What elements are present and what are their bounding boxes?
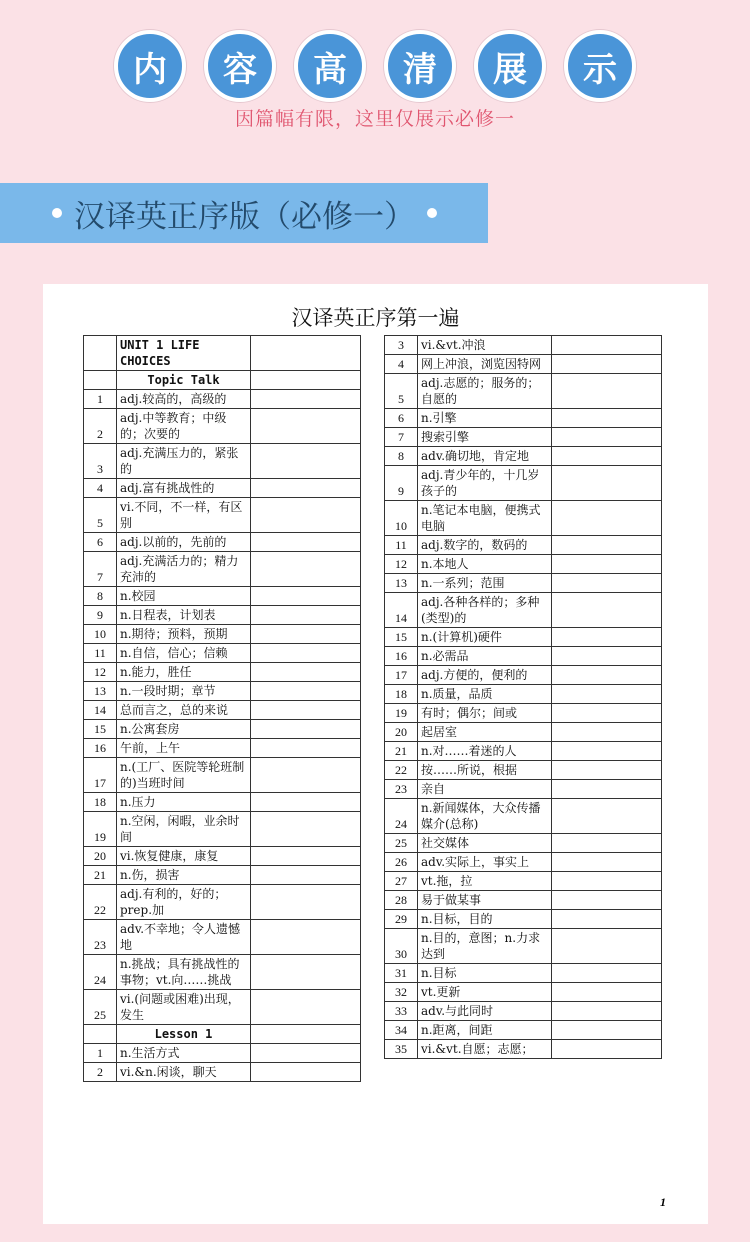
answer-blank[interactable]: [552, 466, 662, 501]
answer-blank[interactable]: [251, 793, 361, 812]
row-number: 29: [385, 910, 418, 929]
section-banner: [0, 183, 488, 243]
answer-blank[interactable]: [552, 355, 662, 374]
answer-blank[interactable]: [552, 929, 662, 964]
row-number: 15: [385, 628, 418, 647]
answer-blank[interactable]: [552, 336, 662, 355]
answer-blank[interactable]: [251, 409, 361, 444]
answer-blank[interactable]: [251, 739, 361, 758]
table-row: [84, 663, 361, 682]
table-row: [84, 409, 361, 444]
answer-blank[interactable]: [552, 1040, 662, 1059]
row-number: 11: [84, 644, 117, 663]
answer-blank[interactable]: [251, 812, 361, 847]
row-number: 6: [84, 533, 117, 552]
table-row: [84, 739, 361, 758]
row-number: 24: [84, 955, 117, 990]
answer-blank[interactable]: [552, 964, 662, 983]
chinese-meaning: adv.实际上，事实上: [418, 853, 552, 872]
table-row: [385, 761, 662, 780]
row-number: 16: [84, 739, 117, 758]
chinese-meaning: adv.确切地，肯定地: [418, 447, 552, 466]
answer-blank[interactable]: [552, 704, 662, 723]
chinese-meaning: n.能力，胜任: [117, 663, 251, 682]
table-row: [385, 555, 662, 574]
answer-blank[interactable]: [251, 587, 361, 606]
chinese-meaning: adv.不幸地；令人遗憾地: [117, 920, 251, 955]
chinese-meaning: n.新闻媒体，大众传播媒介(总称): [418, 799, 552, 834]
row-number: 22: [84, 885, 117, 920]
row-number: 4: [385, 355, 418, 374]
table-row: [385, 428, 662, 447]
answer-blank[interactable]: [251, 885, 361, 920]
row-number: 16: [385, 647, 418, 666]
chinese-meaning: adj.数字的，数码的: [418, 536, 552, 555]
answer-blank[interactable]: [251, 479, 361, 498]
chinese-meaning: n.目的，意图；n.力求达到: [418, 929, 552, 964]
row-number: 25: [385, 834, 418, 853]
row-number: 15: [84, 720, 117, 739]
table-row: [84, 920, 361, 955]
table-row: [385, 799, 662, 834]
answer-blank[interactable]: [552, 742, 662, 761]
row-number: 2: [84, 409, 117, 444]
table-row: [84, 625, 361, 644]
table-row: [385, 501, 662, 536]
table-row: [385, 466, 662, 501]
answer-blank[interactable]: [251, 866, 361, 885]
vocab-table-right: [384, 335, 662, 1059]
table-row: [84, 552, 361, 587]
row-number: 6: [385, 409, 418, 428]
chinese-meaning: adj.充满压力的，紧张的: [117, 444, 251, 479]
table-row: [84, 990, 361, 1025]
table-row: [84, 682, 361, 701]
row-number: 1: [84, 1044, 117, 1063]
answer-blank[interactable]: [251, 336, 361, 371]
bullet-dot-icon: [427, 208, 437, 218]
answer-blank[interactable]: [552, 761, 662, 780]
subtitle: 因篇幅有限，这里仅展示必修一: [234, 108, 515, 130]
answer-blank[interactable]: [552, 834, 662, 853]
chinese-meaning: vt.拖，拉: [418, 872, 552, 891]
row-number: [84, 1025, 117, 1044]
table-row: [84, 606, 361, 625]
answer-blank[interactable]: [251, 720, 361, 739]
chinese-meaning: adj.有利的，好的；prep.加: [117, 885, 251, 920]
answer-blank[interactable]: [251, 1044, 361, 1063]
table-row: [385, 780, 662, 799]
row-number: 35: [385, 1040, 418, 1059]
row-number: 23: [385, 780, 418, 799]
answer-blank[interactable]: [251, 955, 361, 990]
chinese-meaning: 网上冲浪，浏览因特网: [418, 355, 552, 374]
chinese-meaning: adj.充满活力的；精力充沛的: [117, 552, 251, 587]
table-row: [84, 955, 361, 990]
chinese-meaning: adv.与此同时: [418, 1002, 552, 1021]
title-circle: 示: [564, 30, 636, 102]
chinese-meaning: n.空闲，闲暇，业余时间: [117, 812, 251, 847]
chinese-meaning: n.目标: [418, 964, 552, 983]
table-row: [385, 742, 662, 761]
title-circle: 内: [114, 30, 186, 102]
answer-blank[interactable]: [251, 1063, 361, 1082]
table-row: [84, 390, 361, 409]
row-number: 19: [84, 812, 117, 847]
row-number: 27: [385, 872, 418, 891]
row-number: 8: [84, 587, 117, 606]
table-row: [385, 872, 662, 891]
row-number: 10: [84, 625, 117, 644]
table-row: [385, 355, 662, 374]
chinese-meaning: adj.青少年的，十几岁孩子的: [418, 466, 552, 501]
chinese-meaning: adj.各种各样的；多种(类型)的: [418, 593, 552, 628]
chinese-meaning: n.引擎: [418, 409, 552, 428]
table-row: [385, 1021, 662, 1040]
row-number: 8: [385, 447, 418, 466]
answer-blank[interactable]: [552, 799, 662, 834]
table-row: [385, 929, 662, 964]
chinese-meaning: vi.恢复健康，康复: [117, 847, 251, 866]
table-row: [84, 587, 361, 606]
chinese-meaning: vi.&n.闲谈，聊天: [117, 1063, 251, 1082]
answer-blank[interactable]: [251, 552, 361, 587]
vocab-table-left: [83, 335, 361, 1082]
table-row: [385, 1040, 662, 1059]
answer-blank[interactable]: [552, 409, 662, 428]
row-number: 11: [385, 536, 418, 555]
chinese-meaning: vi.&vt.自愿；志愿；: [418, 1040, 552, 1059]
answer-blank[interactable]: [251, 498, 361, 533]
answer-blank[interactable]: [552, 685, 662, 704]
chinese-meaning: vi.(问题或困难)出现，发生: [117, 990, 251, 1025]
row-number: 17: [385, 666, 418, 685]
table-row: [385, 536, 662, 555]
chinese-meaning: adj.富有挑战性的: [117, 479, 251, 498]
section-header-row: [84, 336, 361, 371]
chinese-meaning: n.(计算机)硬件: [418, 628, 552, 647]
table-row: [385, 964, 662, 983]
row-number: 12: [84, 663, 117, 682]
chinese-meaning: n.必需品: [418, 647, 552, 666]
table-row: [385, 891, 662, 910]
chinese-meaning: adj.以前的，先前的: [117, 533, 251, 552]
chinese-meaning: n.公寓套房: [117, 720, 251, 739]
chinese-meaning: n.对……着迷的人: [418, 742, 552, 761]
chinese-meaning: n.一段时期；章节: [117, 682, 251, 701]
row-number: 20: [84, 847, 117, 866]
row-number: 9: [385, 466, 418, 501]
title-circle: 高: [294, 30, 366, 102]
row-number: 21: [385, 742, 418, 761]
answer-blank[interactable]: [552, 780, 662, 799]
answer-blank[interactable]: [552, 1021, 662, 1040]
chinese-meaning: n.质量，品质: [418, 685, 552, 704]
row-number: 1: [84, 390, 117, 409]
table-row: [385, 336, 662, 355]
chinese-meaning: n.生活方式: [117, 1044, 251, 1063]
row-number: 10: [385, 501, 418, 536]
answer-blank[interactable]: [251, 663, 361, 682]
table-row: [385, 685, 662, 704]
answer-blank[interactable]: [251, 625, 361, 644]
chinese-meaning: n.本地人: [418, 555, 552, 574]
chinese-meaning: n.期待；预料，预期: [117, 625, 251, 644]
answer-blank[interactable]: [552, 666, 662, 685]
chinese-meaning: n.距离，间距: [418, 1021, 552, 1040]
answer-blank[interactable]: [251, 606, 361, 625]
answer-blank[interactable]: [251, 371, 361, 390]
title-circle: 清: [384, 30, 456, 102]
answer-blank[interactable]: [552, 555, 662, 574]
chinese-meaning: n.压力: [117, 793, 251, 812]
chinese-meaning: n.挑战；具有挑战性的事物；vt.向……挑战: [117, 955, 251, 990]
answer-blank[interactable]: [251, 444, 361, 479]
chinese-meaning: 亲自: [418, 780, 552, 799]
row-number: [84, 371, 117, 390]
answer-blank[interactable]: [251, 644, 361, 663]
table-row: [385, 723, 662, 742]
row-number: 14: [84, 701, 117, 720]
row-number: 5: [385, 374, 418, 409]
title-circles: [0, 30, 750, 102]
answer-blank[interactable]: [552, 872, 662, 891]
row-number: 4: [84, 479, 117, 498]
chinese-meaning: n.自信，信心；信赖: [117, 644, 251, 663]
table-row: [385, 628, 662, 647]
row-number: 30: [385, 929, 418, 964]
table-row: [385, 853, 662, 872]
chinese-meaning: 社交媒体: [418, 834, 552, 853]
row-number: 17: [84, 758, 117, 793]
chinese-meaning: 按……所说，根据: [418, 761, 552, 780]
chinese-meaning: 起居室: [418, 723, 552, 742]
row-number: 14: [385, 593, 418, 628]
table-row: [84, 847, 361, 866]
answer-blank[interactable]: [552, 853, 662, 872]
title-circle: 展: [474, 30, 546, 102]
table-row: [385, 447, 662, 466]
chinese-meaning: n.目标，目的: [418, 910, 552, 929]
row-number: 18: [385, 685, 418, 704]
chinese-meaning: adj.方便的，便利的: [418, 666, 552, 685]
table-row: [385, 910, 662, 929]
table-row: [385, 983, 662, 1002]
chinese-meaning: vt.更新: [418, 983, 552, 1002]
table-row: [84, 885, 361, 920]
row-number: 12: [385, 555, 418, 574]
table-row: [84, 498, 361, 533]
row-number: 33: [385, 1002, 418, 1021]
table-row: [385, 1002, 662, 1021]
row-number: 32: [385, 983, 418, 1002]
row-number: [84, 336, 117, 371]
row-number: 2: [84, 1063, 117, 1082]
row-number: 26: [385, 853, 418, 872]
chinese-meaning: n.校园: [117, 587, 251, 606]
section-header: UNIT 1 LIFE CHOICES: [117, 336, 251, 371]
answer-blank[interactable]: [552, 374, 662, 409]
answer-blank[interactable]: [552, 447, 662, 466]
answer-blank[interactable]: [251, 990, 361, 1025]
answer-blank[interactable]: [251, 920, 361, 955]
answer-blank[interactable]: [251, 1025, 361, 1044]
answer-blank[interactable]: [251, 847, 361, 866]
row-number: 23: [84, 920, 117, 955]
chinese-meaning: 午前，上午: [117, 739, 251, 758]
page-number: 1: [660, 1195, 666, 1209]
table-row: [84, 758, 361, 793]
row-number: 13: [84, 682, 117, 701]
answer-blank[interactable]: [552, 593, 662, 628]
table-row: [385, 374, 662, 409]
table-row: [385, 593, 662, 628]
row-number: 9: [84, 606, 117, 625]
row-number: 21: [84, 866, 117, 885]
row-number: 19: [385, 704, 418, 723]
table-row: [84, 479, 361, 498]
table-row: [84, 793, 361, 812]
answer-blank[interactable]: [552, 574, 662, 593]
row-number: 22: [385, 761, 418, 780]
chinese-meaning: 总而言之，总的来说: [117, 701, 251, 720]
section-header-row: [84, 371, 361, 390]
row-number: 24: [385, 799, 418, 834]
chinese-meaning: n.笔记本电脑，便携式电脑: [418, 501, 552, 536]
table-row: [84, 812, 361, 847]
table-row: [84, 533, 361, 552]
chinese-meaning: n.(工厂、医院等轮班制的)当班时间: [117, 758, 251, 793]
chinese-meaning: 搜索引擎: [418, 428, 552, 447]
answer-blank[interactable]: [251, 390, 361, 409]
table-row: [84, 866, 361, 885]
table-row: [84, 644, 361, 663]
section-header-row: [84, 1025, 361, 1044]
row-number: 20: [385, 723, 418, 742]
chinese-meaning: adj.中等教育；中级的；次要的: [117, 409, 251, 444]
section-header: Lesson 1: [117, 1025, 251, 1044]
table-row: [84, 720, 361, 739]
chinese-meaning: n.日程表，计划表: [117, 606, 251, 625]
answer-blank[interactable]: [552, 536, 662, 555]
worksheet-title: 汉译英正序第一遍: [291, 306, 460, 330]
table-row: [385, 574, 662, 593]
answer-blank[interactable]: [552, 983, 662, 1002]
answer-blank[interactable]: [251, 682, 361, 701]
row-number: 7: [385, 428, 418, 447]
table-row: [385, 666, 662, 685]
chinese-meaning: n.一系列；范围: [418, 574, 552, 593]
table-row: [385, 409, 662, 428]
row-number: 5: [84, 498, 117, 533]
banner-title: 汉译英正序版（必修一）: [74, 198, 415, 235]
chinese-meaning: adj.志愿的；服务的；自愿的: [418, 374, 552, 409]
chinese-meaning: n.伤，损害: [117, 866, 251, 885]
chinese-meaning: vi.&vt.冲浪: [418, 336, 552, 355]
row-number: 7: [84, 552, 117, 587]
answer-blank[interactable]: [552, 910, 662, 929]
answer-blank[interactable]: [552, 647, 662, 666]
row-number: 28: [385, 891, 418, 910]
table-row: [84, 444, 361, 479]
row-number: 3: [385, 336, 418, 355]
chinese-meaning: 有时；偶尔；间或: [418, 704, 552, 723]
table-row: [84, 1044, 361, 1063]
chinese-meaning: adj.较高的，高级的: [117, 390, 251, 409]
answer-blank[interactable]: [552, 428, 662, 447]
title-circle: 容: [204, 30, 276, 102]
answer-blank[interactable]: [552, 723, 662, 742]
row-number: 25: [84, 990, 117, 1025]
table-row: [385, 704, 662, 723]
table-row: [84, 701, 361, 720]
answer-blank[interactable]: [251, 533, 361, 552]
chinese-meaning: 易于做某事: [418, 891, 552, 910]
row-number: 3: [84, 444, 117, 479]
answer-blank[interactable]: [552, 628, 662, 647]
table-row: [84, 1063, 361, 1082]
section-header: Topic Talk: [117, 371, 251, 390]
chinese-meaning: vi.不同，不一样，有区别: [117, 498, 251, 533]
row-number: 13: [385, 574, 418, 593]
worksheet: [43, 284, 708, 1224]
table-row: [385, 647, 662, 666]
answer-blank[interactable]: [552, 1002, 662, 1021]
answer-blank[interactable]: [251, 758, 361, 793]
answer-blank[interactable]: [552, 501, 662, 536]
answer-blank[interactable]: [251, 701, 361, 720]
row-number: 31: [385, 964, 418, 983]
answer-blank[interactable]: [552, 891, 662, 910]
table-row: [385, 834, 662, 853]
bullet-dot-icon: [52, 208, 62, 218]
row-number: 34: [385, 1021, 418, 1040]
row-number: 18: [84, 793, 117, 812]
